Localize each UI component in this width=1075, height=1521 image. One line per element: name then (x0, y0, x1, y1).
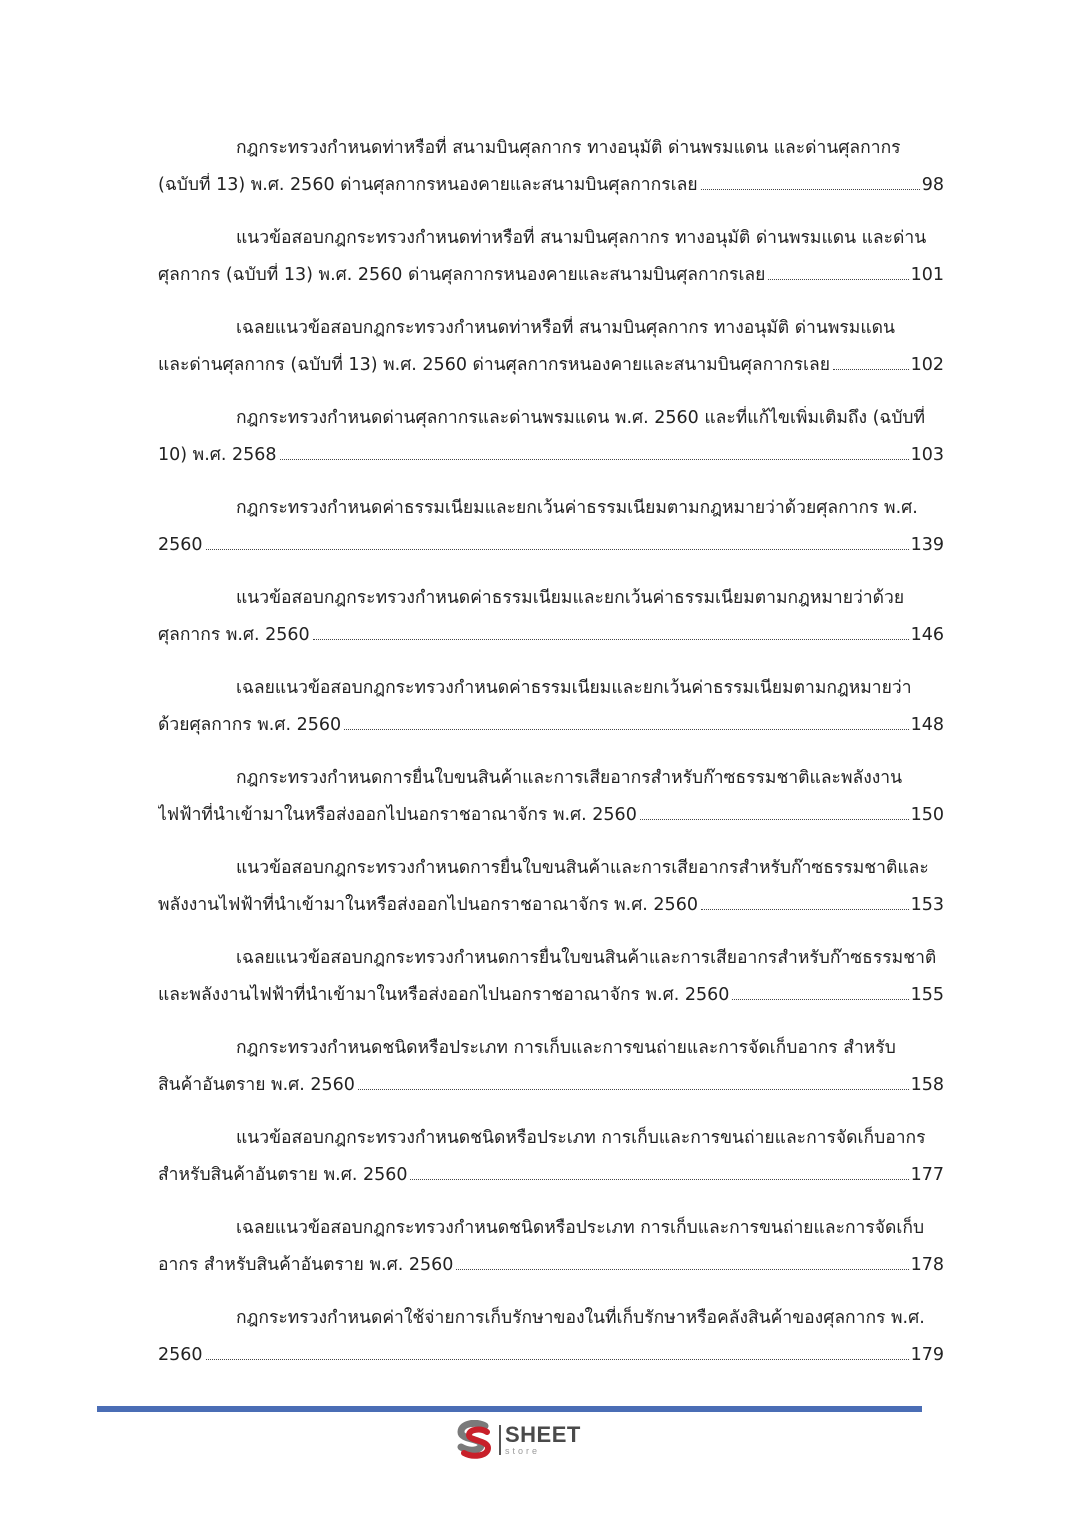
toc-page-number: 158 (910, 1075, 944, 1095)
toc-page-number: 146 (910, 625, 944, 645)
toc-page-number: 98 (921, 175, 944, 195)
toc-page-number: 103 (910, 445, 944, 465)
toc-entry-title: เฉลยแนวข้อสอบกฎกระทรวงกำหนดการยื่นใบขนสินค้าและการเสียอากรสำหรับก๊าซธรรมชาติ (236, 948, 937, 968)
dot-leader (206, 1359, 909, 1360)
toc-entry[interactable] (158, 308, 944, 398)
toc-page-number: 148 (910, 715, 944, 735)
dot-leader (344, 729, 908, 730)
toc-entry-title-continued: สินค้าอันตราย พ.ศ. 2560 (158, 1075, 355, 1095)
toc-entry-title-continued: อากร สำหรับสินค้าอันตราย พ.ศ. 2560 (158, 1255, 454, 1275)
dot-leader (732, 999, 908, 1000)
toc-entry-continuation-line (158, 983, 944, 1007)
toc-entry[interactable] (158, 1118, 944, 1208)
sheet-store-logo-icon (455, 1420, 493, 1460)
toc-entry-title-continued: 2560 (158, 1345, 203, 1365)
toc-entry[interactable] (158, 128, 944, 218)
toc-entry-continuation-line (158, 353, 944, 377)
table-of-contents (158, 128, 944, 1388)
toc-entry-continuation-line (158, 533, 944, 557)
toc-entry[interactable] (158, 668, 944, 758)
dot-leader (701, 189, 920, 190)
toc-entry-continuation-line (158, 443, 944, 467)
toc-entry-continuation-line (158, 1343, 944, 1367)
toc-entry-title: เฉลยแนวข้อสอบกฎกระทรวงกำหนดท่าหรือที่ สนามบินศุลกากร ทางอนุมัติ ด่านพรมแดน (236, 318, 895, 338)
toc-entry[interactable] (158, 218, 944, 308)
dot-leader (410, 1179, 908, 1180)
toc-entry[interactable] (158, 1208, 944, 1298)
toc-entry-title: เฉลยแนวข้อสอบกฎกระทรวงกำหนดชนิดหรือประเภท การเก็บและการขนถ่ายและการจัดเก็บ (236, 1218, 925, 1238)
toc-entry-title: แนวข้อสอบกฎกระทรวงกำหนดการยื่นใบขนสินค้าและการเสียอากรสำหรับก๊าซธรรมชาติและ (236, 858, 929, 878)
toc-entry[interactable] (158, 848, 944, 938)
toc-entry-title: กฎกระทรวงกำหนดการยื่นใบขนสินค้าและการเสียอากรสำหรับก๊าซธรรมชาติและพลังงาน (236, 768, 903, 788)
toc-page-number: 155 (910, 985, 944, 1005)
toc-entry[interactable] (158, 1028, 944, 1118)
toc-entry-title-continued: 10) พ.ศ. 2568 (158, 445, 277, 465)
dot-leader (640, 819, 909, 820)
toc-page-number: 139 (910, 535, 944, 555)
dot-leader (358, 1089, 909, 1090)
toc-entry-continuation-line (158, 1253, 944, 1277)
toc-entry-continuation-line (158, 263, 944, 287)
toc-entry[interactable] (158, 578, 944, 668)
toc-page-number: 177 (910, 1165, 944, 1185)
sheet-store-logo (455, 1418, 581, 1462)
toc-entry[interactable] (158, 488, 944, 578)
toc-entry-title-continued: ศุลกากร (ฉบับที่ 13) พ.ศ. 2560 ด่านศุลกากรหนองคายและสนามบินศุลกากรเลย (158, 265, 766, 285)
dot-leader (206, 549, 909, 550)
toc-entry-title-continued: (ฉบับที่ 13) พ.ศ. 2560 ด่านศุลกากรหนองคายและสนามบินศุลกากรเลย (158, 175, 698, 195)
toc-page-number: 178 (910, 1255, 944, 1275)
dot-leader (456, 1269, 908, 1270)
logo-separator (499, 1425, 501, 1455)
toc-entry-title: กฎกระทรวงกำหนดท่าหรือที่ สนามบินศุลกากร ทางอนุมัติ ด่านพรมแดน และด่านศุลกากร (236, 138, 901, 158)
toc-entry-title: กฎกระทรวงกำหนดค่าธรรมเนียมและยกเว้นค่าธรรมเนียมตามกฎหมายว่าด้วยศุลกากร พ.ศ. (236, 498, 918, 518)
toc-entry[interactable] (158, 758, 944, 848)
toc-entry-title-continued: ศุลกากร พ.ศ. 2560 (158, 625, 310, 645)
toc-entry-continuation-line (158, 173, 944, 197)
toc-entry-title: กฎกระทรวงกำหนดด่านศุลกากรและด่านพรมแดน พ.ศ. 2560 และที่แก้ไขเพิ่มเติมถึง (ฉบับที่ (236, 408, 926, 428)
dot-leader (280, 459, 909, 460)
toc-entry-title: เฉลยแนวข้อสอบกฎกระทรวงกำหนดค่าธรรมเนียมและยกเว้นค่าธรรมเนียมตามกฎหมายว่า (236, 678, 912, 698)
toc-page-number: 150 (910, 805, 944, 825)
toc-entry[interactable] (158, 938, 944, 1028)
toc-page-number: 153 (910, 895, 944, 915)
dot-leader (833, 369, 909, 370)
dot-leader (313, 639, 909, 640)
toc-page-number: 102 (910, 355, 944, 375)
toc-entry-continuation-line (158, 623, 944, 647)
toc-entry-title-continued: พลังงานไฟฟ้าที่นำเข้ามาในหรือส่งออกไปนอกราชอาณาจักร พ.ศ. 2560 (158, 895, 698, 915)
toc-entry-continuation-line (158, 1073, 944, 1097)
toc-entry-continuation-line (158, 713, 944, 737)
toc-entry-title-continued: และพลังงานไฟฟ้าที่นำเข้ามาในหรือส่งออกไปนอกราชอาณาจักร พ.ศ. 2560 (158, 985, 730, 1005)
toc-entry-title: แนวข้อสอบกฎกระทรวงกำหนดท่าหรือที่ สนามบินศุลกากร ทางอนุมัติ ด่านพรมแดน และด่าน (236, 228, 927, 248)
toc-entry-continuation-line (158, 893, 944, 917)
toc-entry-title: แนวข้อสอบกฎกระทรวงกำหนดชนิดหรือประเภท การเก็บและการขนถ่ายและการจัดเก็บอากร (236, 1128, 926, 1148)
toc-entry-title-continued: ไฟฟ้าที่นำเข้ามาในหรือส่งออกไปนอกราชอาณาจักร พ.ศ. 2560 (158, 805, 637, 825)
toc-entry-title: แนวข้อสอบกฎกระทรวงกำหนดค่าธรรมเนียมและยกเว้นค่าธรรมเนียมตามกฎหมายว่าด้วย (236, 588, 905, 608)
logo-word: SHEET (505, 1422, 581, 1447)
toc-entry-title: กฎกระทรวงกำหนดค่าใช้จ่ายการเก็บรักษาของในที่เก็บรักษาหรือคลังสินค้าของศุลกากร พ.ศ. (236, 1308, 925, 1328)
footer-divider-bar (97, 1406, 922, 1412)
toc-page-number: 101 (910, 265, 944, 285)
toc-page-number: 179 (910, 1345, 944, 1365)
dot-leader (701, 909, 909, 910)
toc-entry[interactable] (158, 1298, 944, 1388)
toc-entry[interactable] (158, 398, 944, 488)
toc-entry-title-continued: สำหรับสินค้าอันตราย พ.ศ. 2560 (158, 1165, 408, 1185)
logo-text (505, 1424, 581, 1456)
logo-subword: store (505, 1446, 541, 1456)
toc-entry-title-continued: ด้วยศุลกากร พ.ศ. 2560 (158, 715, 342, 735)
toc-entry-title-continued: และด่านศุลกากร (ฉบับที่ 13) พ.ศ. 2560 ด่านศุลกากรหนองคายและสนามบินศุลกากรเลย (158, 355, 830, 375)
dot-leader (768, 279, 908, 280)
toc-entry-continuation-line (158, 1163, 944, 1187)
toc-entry-continuation-line (158, 803, 944, 827)
toc-entry-title: กฎกระทรวงกำหนดชนิดหรือประเภท การเก็บและการขนถ่ายและการจัดเก็บอากร สำหรับ (236, 1038, 896, 1058)
toc-entry-title-continued: 2560 (158, 535, 203, 555)
